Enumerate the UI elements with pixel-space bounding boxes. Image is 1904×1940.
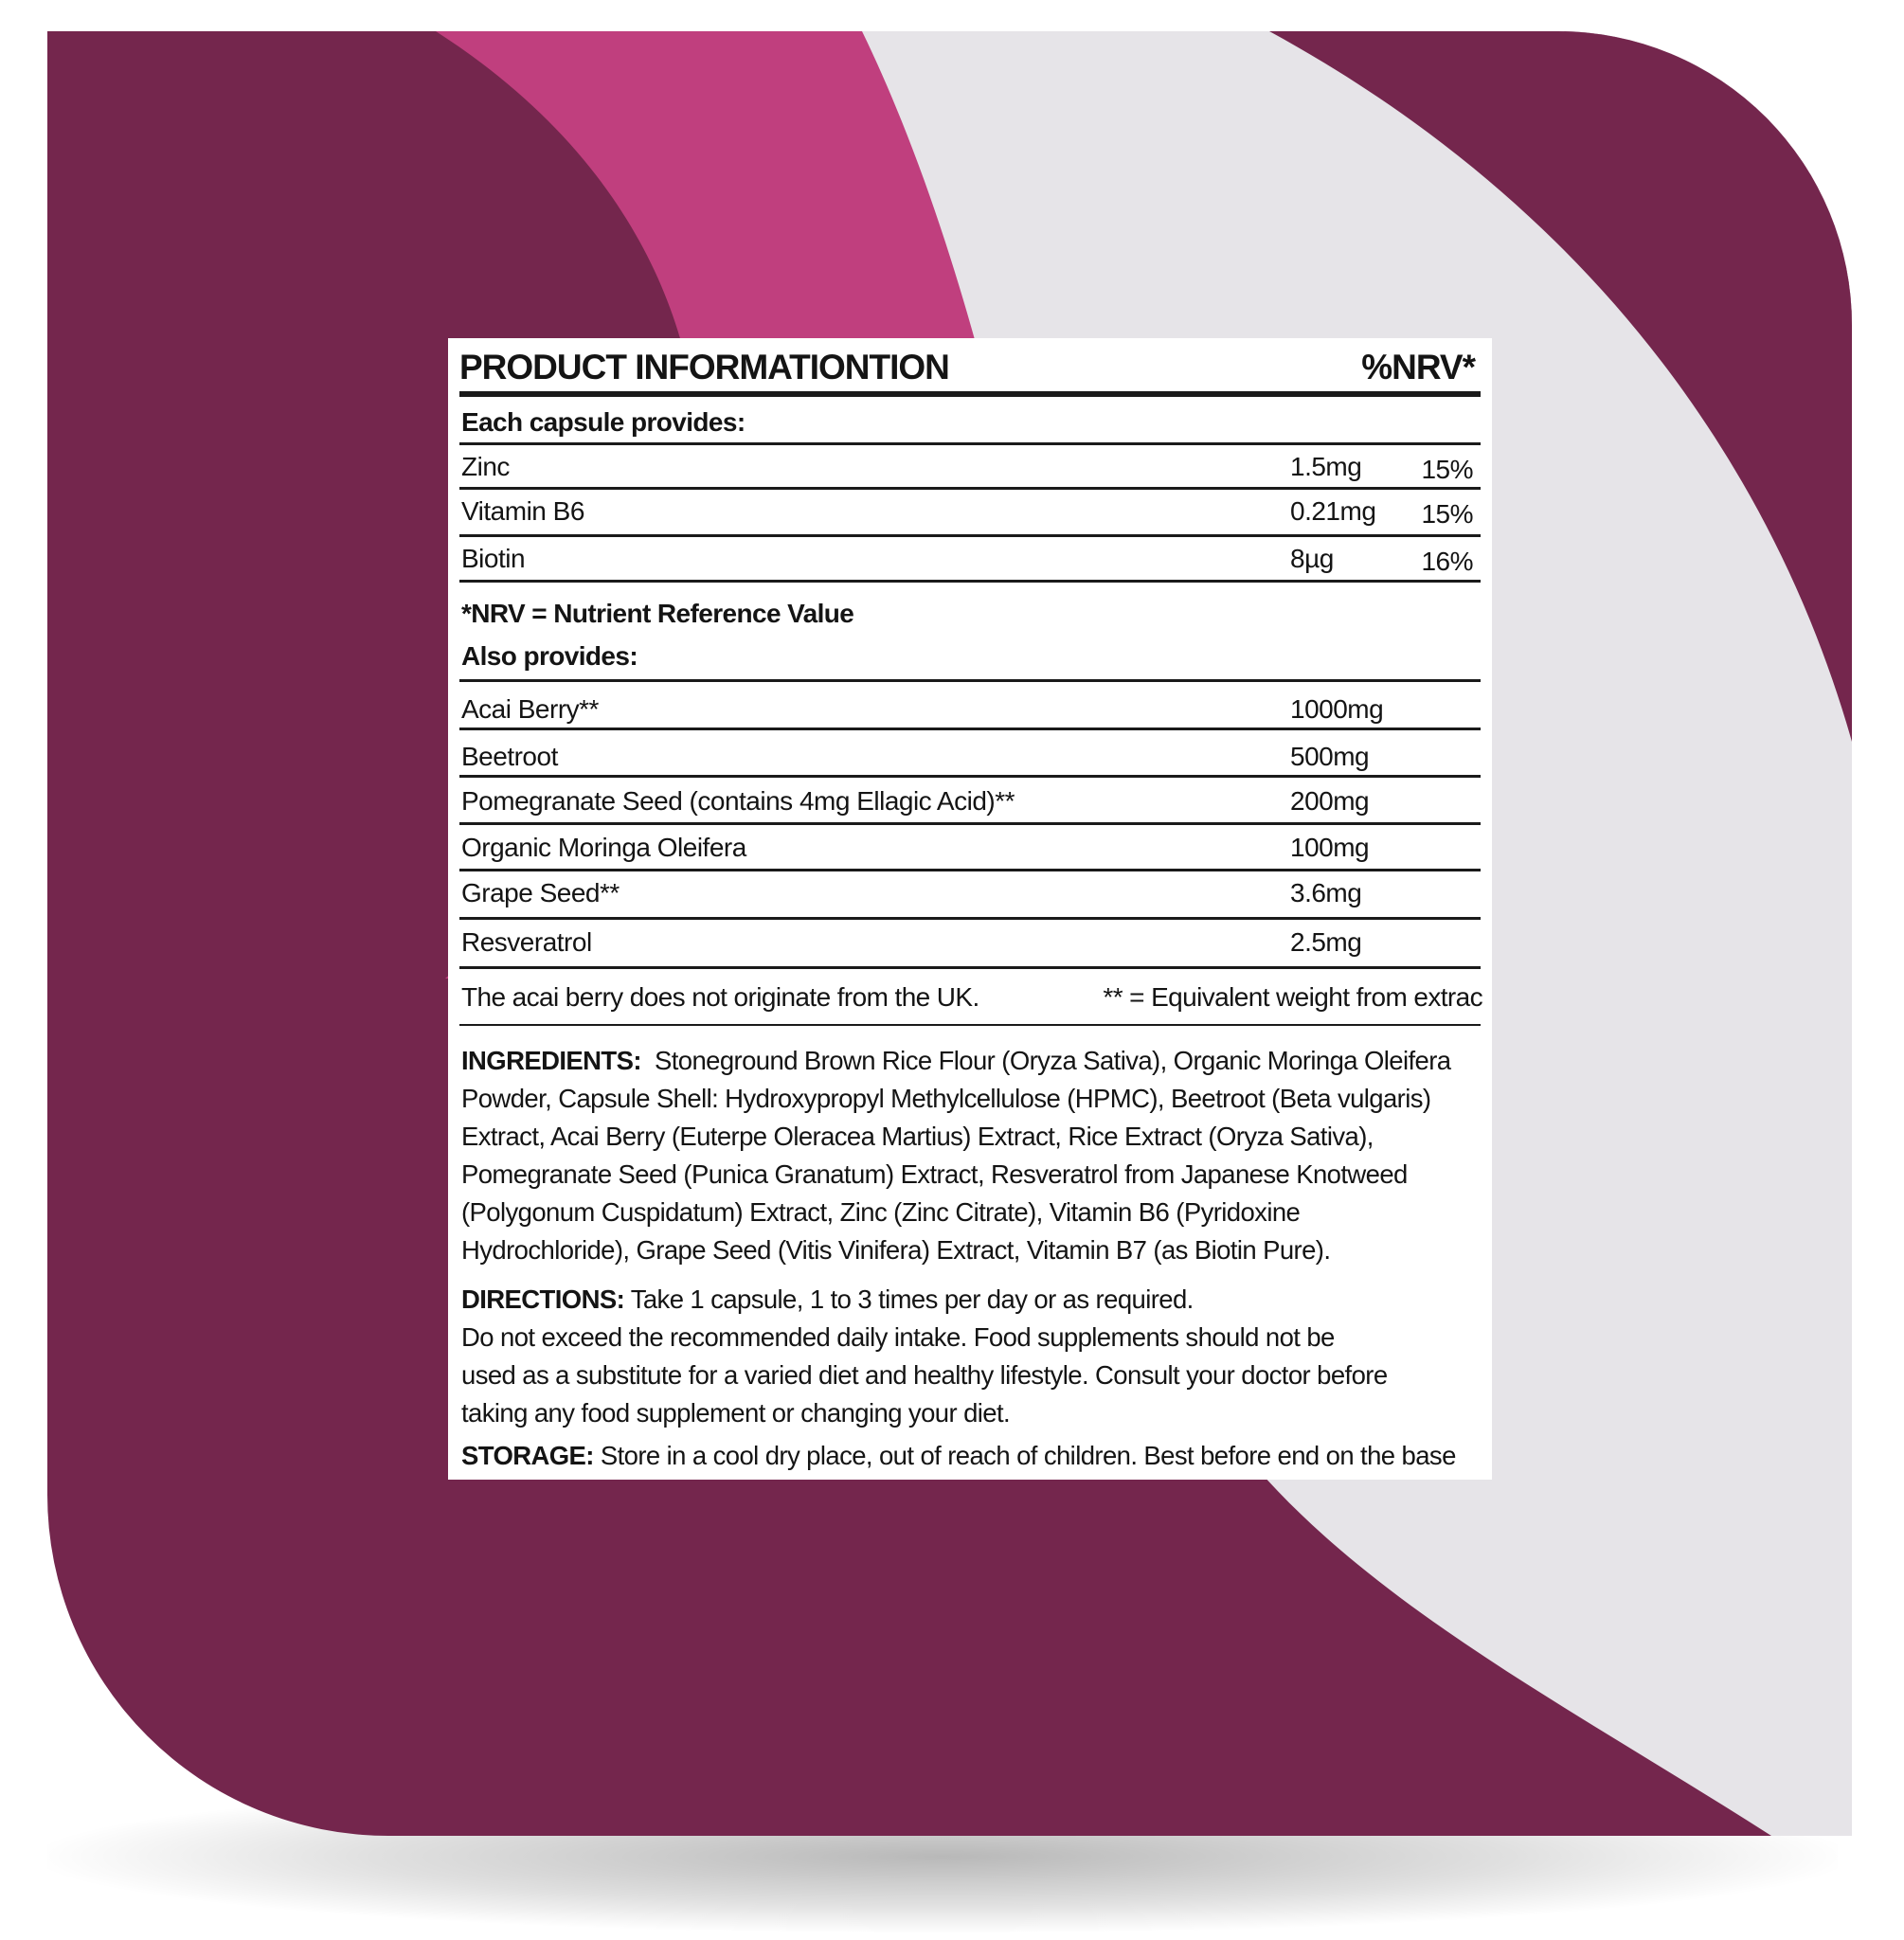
extra-name: Organic Moringa Oleifera xyxy=(461,833,746,862)
nutrient-name: Zinc xyxy=(461,452,510,481)
origin-note: The acai berry does not originate from the UK. xyxy=(461,982,979,1012)
divider xyxy=(459,679,1481,682)
extra-amount: 1000mg xyxy=(1290,694,1384,724)
directions-line: taking any food supplement or changing your diet. xyxy=(461,1398,1011,1428)
directions-line: used as a substitute for a varied diet and healthy lifestyle. Consult your doctor before xyxy=(461,1360,1388,1390)
divider xyxy=(459,728,1481,730)
nutrient-row xyxy=(459,446,1481,484)
extra-name: Resveratrol xyxy=(461,927,592,957)
directions-section xyxy=(461,1281,1388,1432)
extra-row xyxy=(459,736,1481,774)
ingredients-line: Pomegranate Seed (Punica Granatum) Extract, Resveratrol from Japanese Knotweed xyxy=(461,1159,1408,1189)
extra-amount: 3.6mg xyxy=(1290,878,1362,907)
storage-section xyxy=(461,1437,1456,1475)
storage-text: Store in a cool dry place, out of reach of children. Best before end on the base xyxy=(600,1441,1456,1470)
divider xyxy=(459,917,1481,920)
label-header xyxy=(459,348,1481,389)
ingredients-line: Extract, Acai Berry (Euterpe Oleracea Martius) Extract, Rice Extract (Oryza Sativa), xyxy=(461,1122,1374,1151)
equivalent-weight-note: ** = Equivalent weight from extrac xyxy=(1103,982,1482,1012)
divider xyxy=(459,966,1481,969)
nutrient-nrv: 15% xyxy=(1421,455,1473,484)
divider xyxy=(459,534,1481,537)
divider xyxy=(459,580,1481,583)
label-title: PRODUCT INFORMATIONTION xyxy=(459,348,949,386)
extra-row xyxy=(459,922,1481,960)
ingredients-section xyxy=(461,1042,1451,1269)
product-information-label xyxy=(448,338,1492,1480)
directions-label: DIRECTIONS: xyxy=(461,1284,625,1314)
extra-amount: 2.5mg xyxy=(1290,927,1362,957)
nutrient-amount: 8µg xyxy=(1290,544,1334,573)
each-capsule-heading: Each capsule provides: xyxy=(461,407,745,437)
nutrient-name: Vitamin B6 xyxy=(461,496,584,526)
divider xyxy=(459,869,1481,871)
extra-name: Beetroot xyxy=(461,742,558,771)
ingredients-line: Hydrochloride), Grape Seed (Vitis Vinifera) Extract, Vitamin B7 (as Biotin Pure). xyxy=(461,1235,1331,1265)
nrv-column-header: %NRV* xyxy=(1361,348,1475,386)
nutrient-row xyxy=(459,491,1481,529)
ingredients-line: (Polygonum Cuspidatum) Extract, Zinc (Zinc Citrate), Vitamin B6 (Pyridoxine xyxy=(461,1197,1301,1227)
ingredients-line: Powder, Capsule Shell: Hydroxypropyl Methylcellulose (HPMC), Beetroot (Beta vulgaris) xyxy=(461,1084,1431,1113)
ingredients-label: INGREDIENTS: xyxy=(461,1046,641,1075)
nutrient-amount: 0.21mg xyxy=(1290,496,1376,526)
nrv-definition: *NRV = Nutrient Reference Value xyxy=(461,599,854,628)
extra-amount: 100mg xyxy=(1290,833,1370,862)
nutrient-nrv: 15% xyxy=(1421,499,1473,529)
nutrient-row xyxy=(459,538,1481,576)
divider xyxy=(459,775,1481,778)
divider xyxy=(459,487,1481,490)
nutrient-name: Biotin xyxy=(461,544,526,573)
divider xyxy=(459,442,1481,445)
divider xyxy=(459,822,1481,825)
directions-line: Do not exceed the recommended daily intake. Food supplements should not be xyxy=(461,1322,1335,1352)
extra-amount: 200mg xyxy=(1290,786,1370,816)
directions-line: Take 1 capsule, 1 to 3 times per day or as required. xyxy=(630,1284,1194,1314)
ingredients-line: Stoneground Brown Rice Flour (Oryza Sativa), Organic Moringa Oleifera xyxy=(655,1046,1451,1075)
extra-name: Acai Berry** xyxy=(461,694,599,724)
extra-name: Pomegranate Seed (contains 4mg Ellagic Acid)** xyxy=(461,786,1015,816)
extra-row xyxy=(459,872,1481,910)
storage-label: STORAGE: xyxy=(461,1441,594,1470)
extra-row xyxy=(459,689,1481,727)
divider xyxy=(459,1024,1481,1026)
extra-amount: 500mg xyxy=(1290,742,1370,771)
header-rule xyxy=(459,391,1481,397)
nutrient-nrv: 16% xyxy=(1421,547,1473,576)
extra-row xyxy=(459,827,1481,865)
also-provides-heading: Also provides: xyxy=(461,641,638,671)
nutrient-amount: 1.5mg xyxy=(1290,452,1362,481)
extra-row xyxy=(459,781,1481,818)
extra-name: Grape Seed** xyxy=(461,878,620,907)
